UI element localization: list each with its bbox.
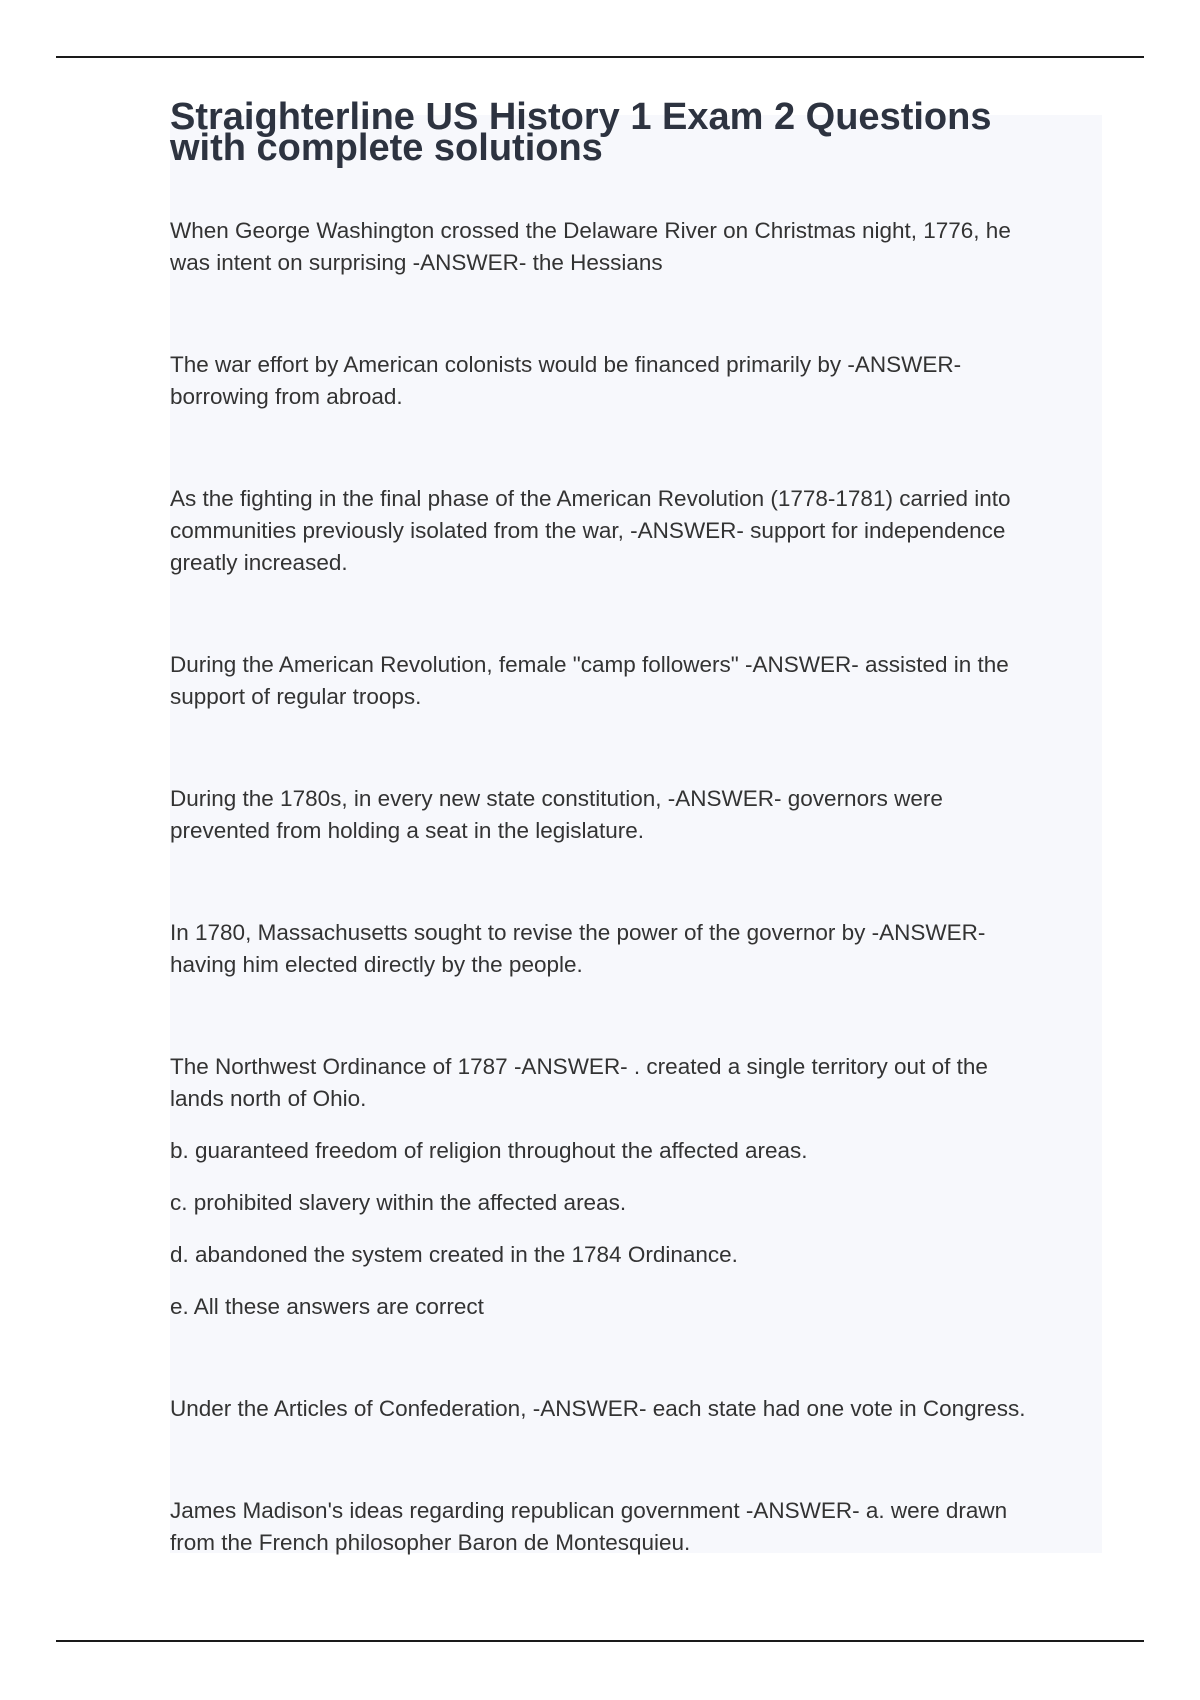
qa-line: James Madison's ideas regarding republican government -ANSWER- a. were drawn bbox=[170, 1498, 1008, 1523]
qa-line: lands north of Ohio. bbox=[170, 1086, 367, 1111]
qa-line: support of regular troops. bbox=[170, 684, 422, 709]
title-line-1: Straighterline US History 1 Exam 2 Questions bbox=[170, 96, 992, 138]
qa-line: The Northwest Ordinance of 1787 -ANSWER- . created a single territory out of the bbox=[170, 1054, 988, 1079]
qa-line: prevented from holding a seat in the legislature. bbox=[170, 818, 645, 843]
qa-line: During the American Revolution, female "camp followers" -ANSWER- assisted in the bbox=[170, 652, 1009, 677]
answer-option-c: c. prohibited slavery within the affected areas. bbox=[170, 1190, 627, 1215]
answer-option-b: b. guaranteed freedom of religion throughout the affected areas. bbox=[170, 1138, 808, 1163]
qa-item-2 bbox=[170, 349, 1100, 413]
top-rule bbox=[56, 56, 1144, 58]
qa-line: from the French philosopher Baron de Montesquieu. bbox=[170, 1530, 691, 1555]
qa-item-7 bbox=[170, 1051, 1100, 1115]
document-body bbox=[170, 96, 1100, 1559]
qa-line: borrowing from abroad. bbox=[170, 384, 403, 409]
qa-item-8 bbox=[170, 1393, 1100, 1425]
qa-line: greatly increased. bbox=[170, 550, 348, 575]
qa-item-9 bbox=[170, 1495, 1100, 1559]
title-line-2: with complete solutions bbox=[170, 127, 603, 169]
qa-line: was intent on surprising -ANSWER- the Hessians bbox=[170, 250, 663, 275]
document-title bbox=[170, 96, 1100, 169]
answer-option-d: d. abandoned the system created in the 1784 Ordinance. bbox=[170, 1242, 738, 1267]
qa-item-5 bbox=[170, 783, 1100, 847]
qa-line: In 1780, Massachusetts sought to revise the power of the governor by -ANSWER- bbox=[170, 920, 986, 945]
bottom-rule bbox=[56, 1640, 1144, 1642]
qa-line: Under the Articles of Confederation, -ANSWER- each state had one vote in Congress. bbox=[170, 1396, 1026, 1421]
qa-item-3 bbox=[170, 483, 1100, 579]
qa-line: having him elected directly by the people. bbox=[170, 952, 583, 977]
qa-item-4 bbox=[170, 649, 1100, 713]
answer-option-e: e. All these answers are correct bbox=[170, 1294, 484, 1319]
qa-line: When George Washington crossed the Delaware River on Christmas night, 1776, he bbox=[170, 218, 1011, 243]
qa-line: As the fighting in the final phase of the American Revolution (1778-1781) carried into bbox=[170, 486, 1011, 511]
qa-line: During the 1780s, in every new state constitution, -ANSWER- governors were bbox=[170, 786, 943, 811]
qa-line: communities previously isolated from the war, -ANSWER- support for independence bbox=[170, 518, 1006, 543]
qa-line: The war effort by American colonists would be financed primarily by -ANSWER- bbox=[170, 352, 962, 377]
qa-item-1 bbox=[170, 215, 1100, 279]
qa-item-6 bbox=[170, 917, 1100, 981]
